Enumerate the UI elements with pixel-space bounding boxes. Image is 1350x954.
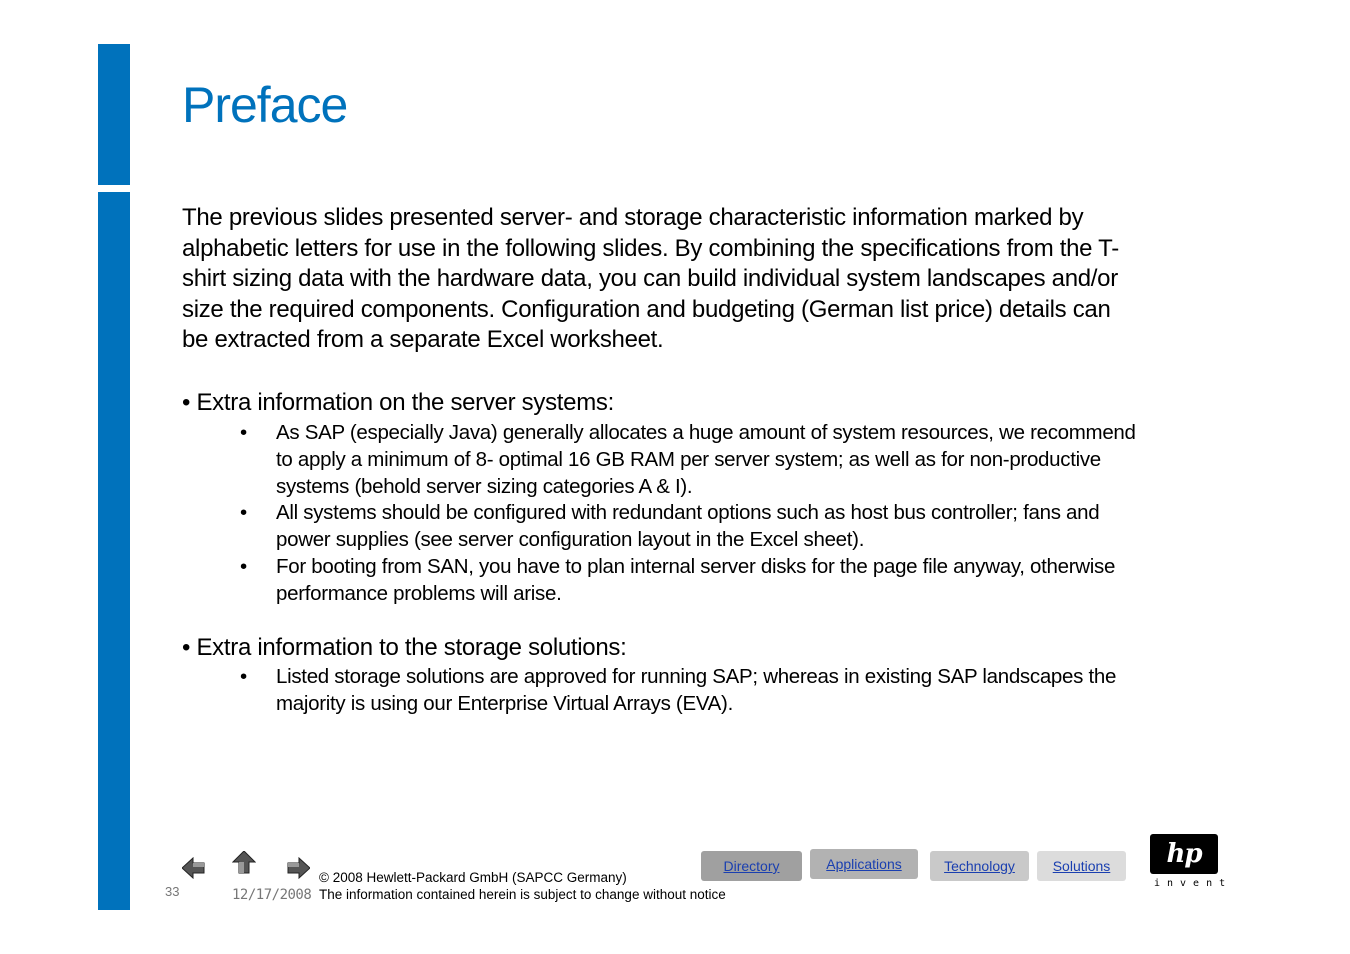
list-item-text: All systems should be configured with redundant options such as host bus controller; fans and power supplies (see server configuration layout in the Excel sheet). <box>276 501 1100 552</box>
arrow-up-icon[interactable] <box>232 851 256 880</box>
logo-text: hp <box>1166 839 1202 869</box>
footer-date: 12/17/2008 <box>232 887 312 903</box>
directory-button[interactable]: Directory <box>701 851 802 881</box>
list-item <box>240 500 1140 554</box>
accent-bar-bottom <box>98 192 130 910</box>
section-heading-server: • Extra information on the server systems: <box>182 389 614 416</box>
hp-logo <box>1150 832 1233 894</box>
list-item-text: Listed storage solutions are approved for running SAP; whereas in existing SAP landscapes the majority is using our Enterprise Virtual Arrays (EVA). <box>276 665 1117 715</box>
footer-copyright: © 2008 Hewlett-Packard GmbH (SAPCC Germany) <box>319 870 627 885</box>
slide-navigation <box>182 851 312 881</box>
slide-title: Preface <box>182 77 348 133</box>
arrow-right-icon[interactable] <box>286 857 310 884</box>
storage-info-list <box>240 664 1140 718</box>
section-heading-storage: • Extra information to the storage solutions: <box>182 634 627 661</box>
solutions-button[interactable]: Solutions <box>1037 851 1126 881</box>
technology-button[interactable]: Technology <box>930 851 1029 881</box>
bullet: • <box>240 665 247 688</box>
list-item <box>240 420 1140 500</box>
server-info-list <box>240 420 1140 608</box>
list-item-text: As SAP (especially Java) generally allocates a huge amount of system resources, we recommend to apply a minimum of 8- optimal 16 GB RAM per server system; as well as for non-productive systems (behold server sizing categories A & I). <box>276 421 1136 498</box>
arrow-left-icon[interactable] <box>182 857 206 884</box>
footer-notice: The information contained herein is subject to change without notice <box>319 887 726 902</box>
list-item <box>240 554 1140 608</box>
page-number: 33 <box>165 884 180 899</box>
logo-tagline: invent <box>1154 878 1233 889</box>
list-item-text: For booting from SAN, you have to plan internal server disks for the page file anyway, otherwise performance problems will arise. <box>276 554 1116 605</box>
accent-bar-top <box>98 44 130 185</box>
bullet: • <box>240 554 247 578</box>
bullet: • <box>240 421 247 444</box>
applications-button[interactable]: Applications <box>810 849 918 879</box>
bullet: • <box>240 501 247 525</box>
list-item <box>240 664 1140 718</box>
intro-paragraph: The previous slides presented server- and storage characteristic information marked by alphabetic letters for use in the following slides. By combining the specifications from the T-shirt sizing data with the hardware data, you can build individual system landscapes and/or size the required components. Configuration and budgeting (German list price) details can be extracted from a separate Excel worksheet. <box>182 204 1119 354</box>
